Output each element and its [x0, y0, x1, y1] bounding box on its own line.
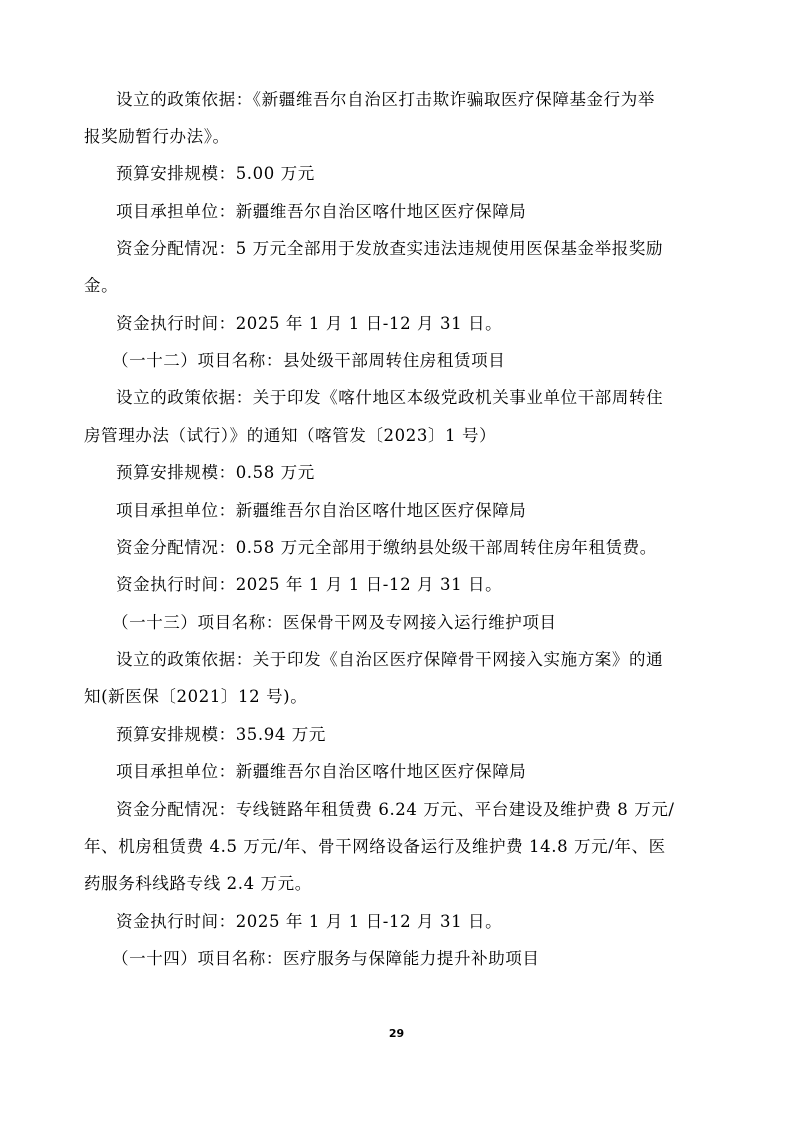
policy-basis-12-line-2: 房管理办法（试行）》的通知（喀管发〔2023〕1 号）: [84, 426, 497, 445]
budget-scale-13: 预算安排规模：35.94 万元: [116, 725, 326, 744]
fund-allocation-11-line-2: 金。: [84, 276, 119, 295]
policy-basis-12-line-1: 设立的政策依据：关于印发《喀什地区本级党政机关事业单位干部周转住: [116, 388, 664, 407]
fund-allocation-12: 资金分配情况：0.58 万元全部用于缴纳县处级干部周转住房年租赁费。: [116, 538, 657, 557]
section-heading-13: （一十三）项目名称：医保骨干网及专网接入运行维护项目: [112, 613, 557, 632]
budget-scale-12: 预算安排规模：0.58 万元: [116, 463, 315, 482]
execution-time-11: 资金执行时间：2025 年 1 月 1 日-12 月 31 日。: [116, 314, 503, 333]
fund-allocation-13-line-1: 资金分配情况：专线链路年租赁费 6.24 万元、平台建设及维护费 8 万元/: [116, 800, 675, 819]
budget-scale-11: 预算安排规模：5.00 万元: [116, 164, 315, 183]
fund-allocation-13-line-3: 药服务科线路专线 2.4 万元。: [84, 874, 312, 893]
execution-time-13: 资金执行时间：2025 年 1 月 1 日-12 月 31 日。: [116, 912, 503, 931]
undertaking-unit-11: 项目承担单位：新疆维吾尔自治区喀什地区医疗保障局: [116, 202, 527, 221]
policy-basis-11-line-1: 设立的政策依据：《新疆维吾尔自治区打击欺诈骗取医疗保障基金行为举: [116, 90, 655, 109]
fund-allocation-11-line-1: 资金分配情况：5 万元全部用于发放查实违法违规使用医保基金举报奖励: [116, 239, 664, 258]
undertaking-unit-13: 项目承担单位：新疆维吾尔自治区喀什地区医疗保障局: [116, 762, 527, 781]
policy-basis-13-line-1: 设立的政策依据：关于印发《自治区医疗保障骨干网接入实施方案》的通: [116, 650, 664, 669]
fund-allocation-13-line-2: 年、机房租赁费 4.5 万元/年、骨干网络设备运行及维护费 14.8 万元/年、医: [84, 837, 666, 856]
section-heading-14: （一十四）项目名称：医疗服务与保障能力提升补助项目: [112, 949, 540, 968]
policy-basis-13-line-2: 知(新医保〔2021〕12 号)。: [84, 687, 308, 706]
page-number: 29: [388, 1027, 405, 1040]
undertaking-unit-12: 项目承担单位：新疆维吾尔自治区喀什地区医疗保障局: [116, 501, 527, 520]
section-heading-12: （一十二）项目名称：县处级干部周转住房租赁项目: [112, 351, 506, 370]
policy-basis-11-line-2: 报奖励暂行办法》。: [84, 127, 230, 146]
execution-time-12: 资金执行时间：2025 年 1 月 1 日-12 月 31 日。: [116, 575, 503, 594]
